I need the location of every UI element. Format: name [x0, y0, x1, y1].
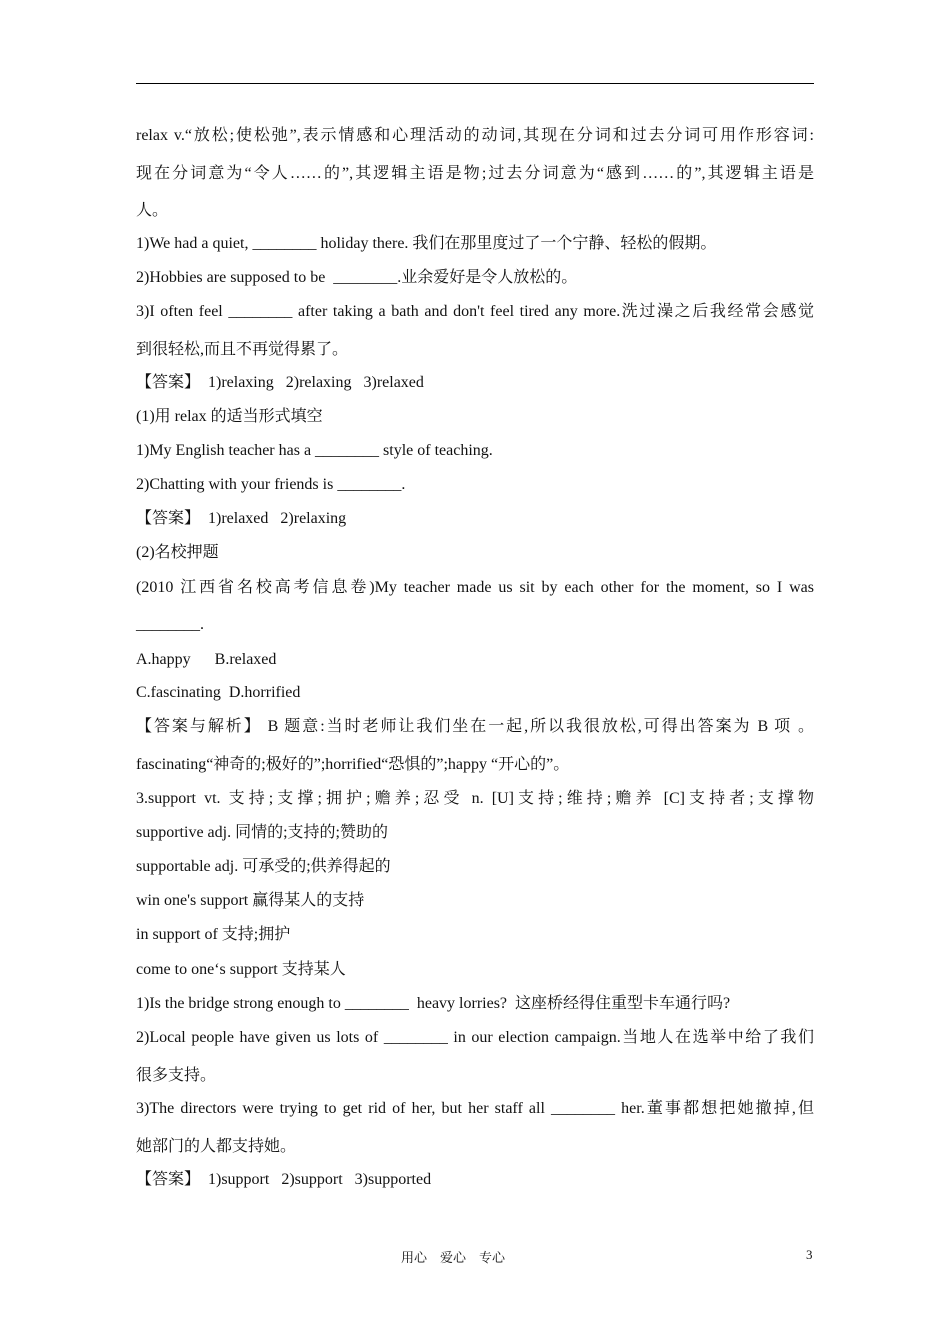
- example-line: 到很轻松,而且不再觉得累了。: [136, 341, 349, 358]
- question-line: ________.: [136, 616, 204, 633]
- example-line: 1)We had a quiet, ________ holiday there. 我们在那里度过了一个宁静、轻松的假期。: [136, 235, 717, 252]
- example-line: 2)Hobbies are supposed to be ________.业余爱好是令人放松的。: [136, 269, 578, 286]
- header-rule: [136, 83, 814, 84]
- vocab-line: win one's support 赢得某人的支持: [136, 892, 365, 909]
- exercise-line: 1)My English teacher has a ________ style of teaching.: [136, 442, 493, 459]
- vocab-line: supportable adj. 可承受的;供养得起的: [136, 858, 391, 875]
- paragraph-line: relax v.“放松;使松弛”,表示情感和心理活动的动词,其现在分词和过去分词可用作形容词:: [136, 127, 814, 144]
- vocab-line: come to one‘s support 支持某人: [136, 961, 346, 978]
- example-line: 很多支持。: [136, 1067, 217, 1084]
- question-line: (2010 江西省名校高考信息卷)My teacher made us sit by each other for the moment, so I was: [136, 579, 814, 596]
- example-line: 她部门的人都支持她。: [136, 1138, 297, 1155]
- example-line: 3)The directors were trying to get rid of her, but her staff all ________ her.董事都想把她撤掉,但: [136, 1100, 814, 1117]
- paragraph-line: 人。: [136, 202, 169, 219]
- answer-line: 【答案】 1)relaxed 2)relaxing: [136, 510, 347, 527]
- option-line: C.fascinating D.horrified: [136, 684, 301, 701]
- page-number: 3: [806, 1247, 813, 1262]
- vocab-heading: 3.support vt. 支持;支撑;拥护;赡养;忍受 n. [U]支持;维持;赡养 [C]支持者;支撑物: [136, 790, 814, 807]
- paragraph-line: 现在分词意为“令人……的”,其逻辑主语是物;过去分词意为“感到……的”,其逻辑主语是: [136, 165, 814, 182]
- analysis-line: fascinating“神奇的;极好的”;horrified“恐惧的”;happy “开心的”。: [136, 756, 570, 773]
- example-line: 1)Is the bridge strong enough to ________ heavy lorries? 这座桥经得住重型卡车通行吗?: [136, 995, 731, 1012]
- vocab-line: supportive adj. 同情的;支持的;赞助的: [136, 824, 388, 841]
- exercise-heading: (1)用 relax 的适当形式填空: [136, 408, 323, 425]
- answer-line: 【答案】 1)support 2)support 3)supported: [136, 1171, 432, 1188]
- example-line: 3)I often feel ________ after taking a bath and don't feel tired any more.洗过澡之后我经常会感觉: [136, 303, 814, 320]
- option-line: A.happy B.relaxed: [136, 651, 277, 668]
- footer-motto: 用心 爱心 专心: [401, 1250, 506, 1265]
- exercise-line: 2)Chatting with your friends is ________.: [136, 476, 406, 493]
- exercise-heading: (2)名校押题: [136, 544, 219, 561]
- analysis-line: 【答案与解析】 B 题意:当时老师让我们坐在一起,所以我很放松,可得出答案为 B 项 。: [136, 718, 814, 735]
- example-line: 2)Local people have given us lots of ________ in our election campaign.当地人在选举中给了我们: [136, 1029, 814, 1046]
- answer-line: 【答案】 1)relaxing 2)relaxing 3)relaxed: [136, 374, 424, 391]
- vocab-line: in support of 支持;拥护: [136, 926, 291, 943]
